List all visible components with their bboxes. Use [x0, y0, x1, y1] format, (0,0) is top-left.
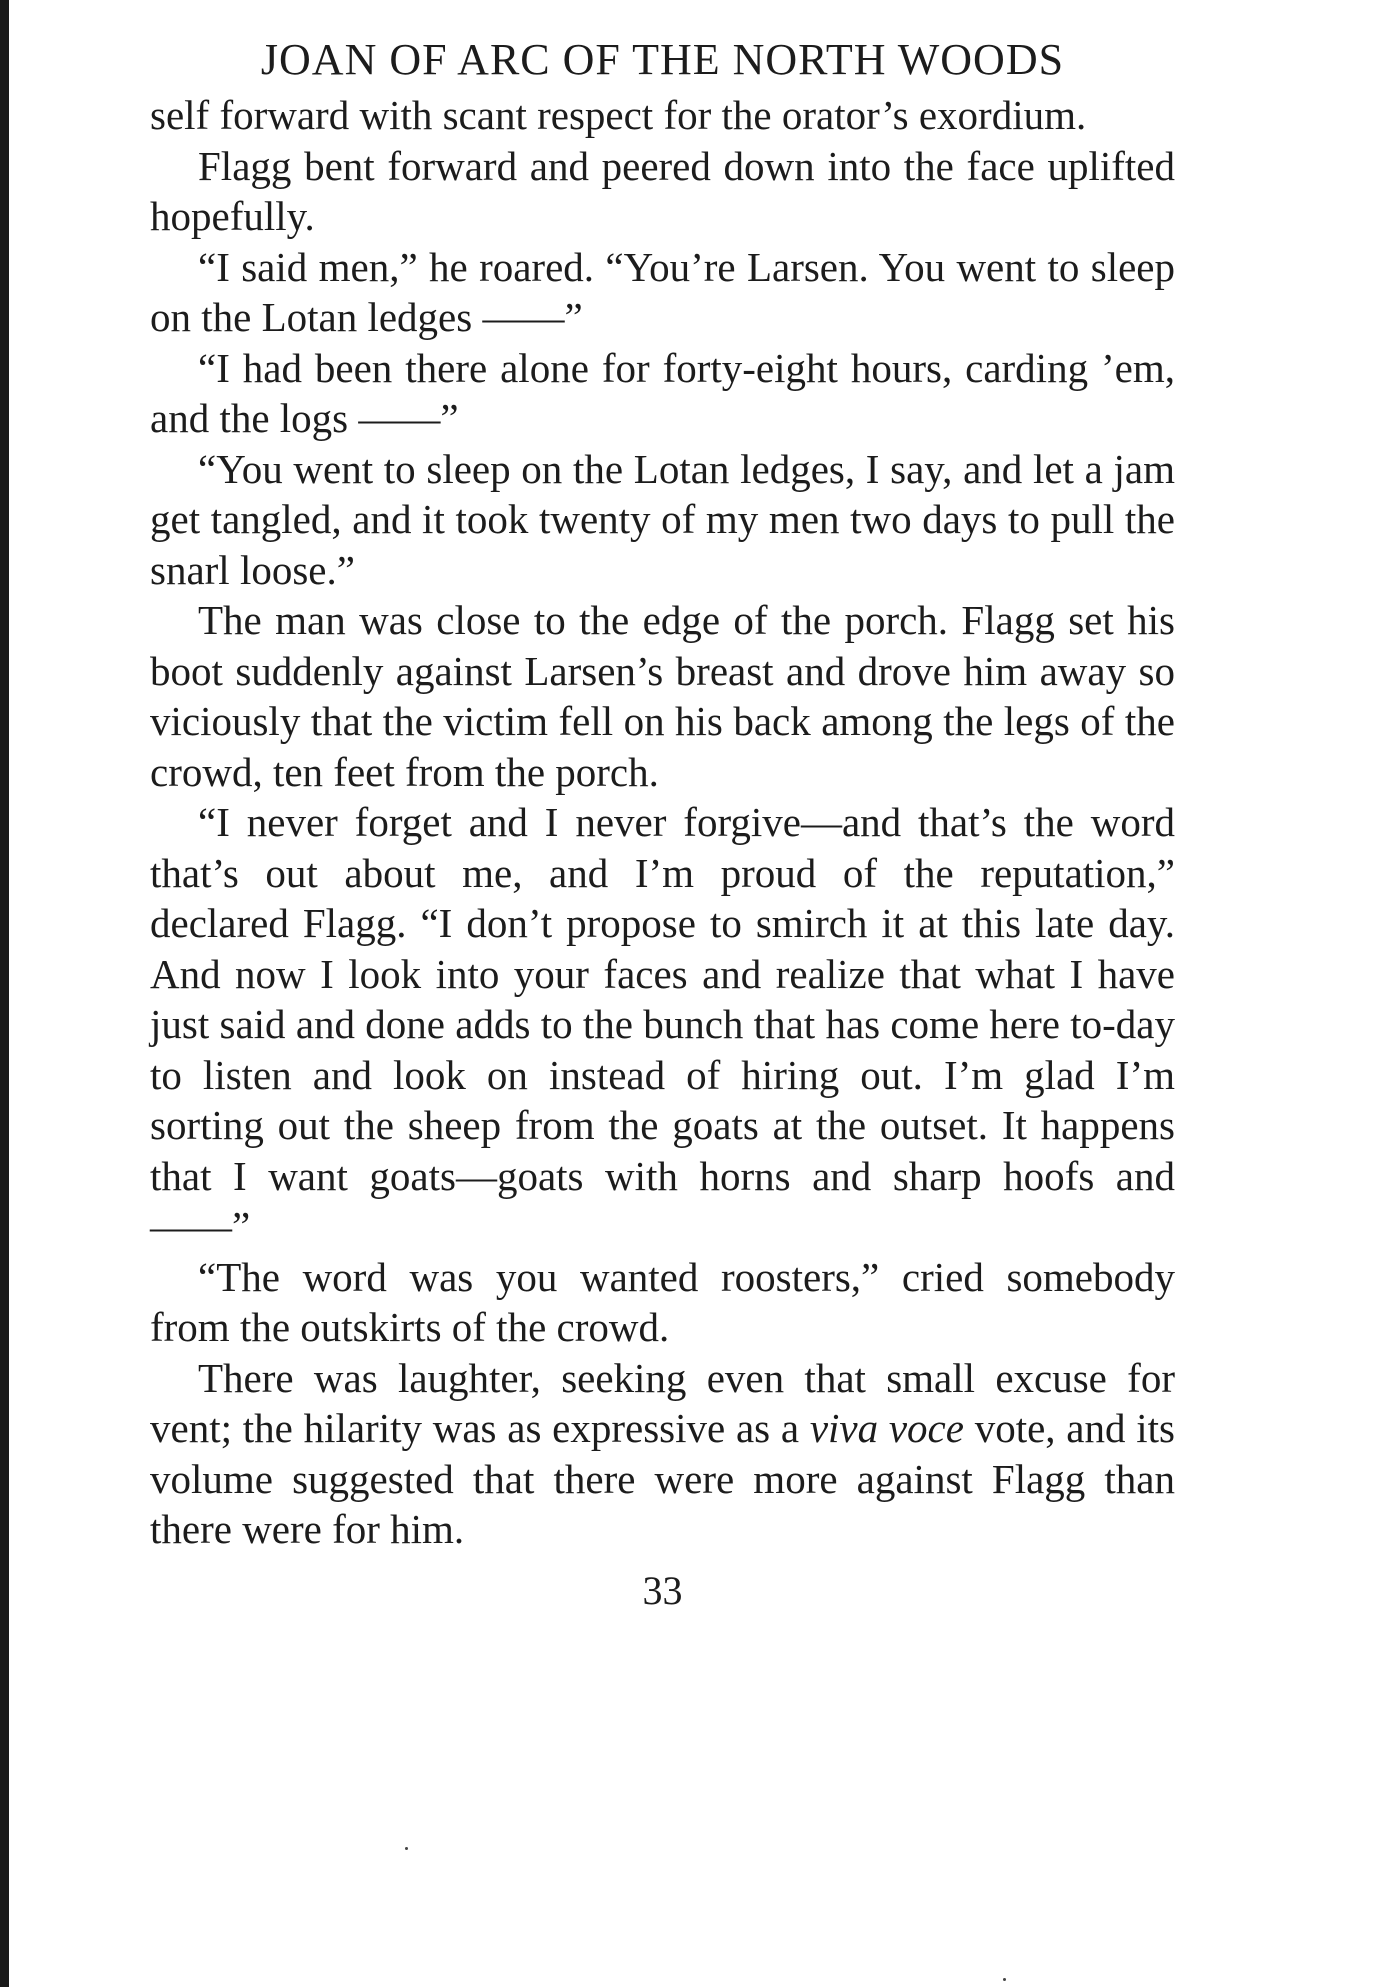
paper-speck: [1003, 1978, 1006, 1981]
page-number: 33: [642, 1567, 683, 1613]
binding-edge: [0, 0, 9, 1987]
paragraph-text: vote, and its volume suggested that there were more against Flagg than there were for him.: [150, 1405, 1175, 1552]
body-text: [150, 90, 1175, 1555]
paragraph: “I had been there alone for forty-eight hours, carding ’em, and the logs ——”: [150, 344, 1175, 441]
paragraph: The man was close to the edge of the porch. Flagg set his boot suddenly against Larsen’s breast and drove him away so viciously that the victim fell on his back among the legs of the crowd, ten feet from the porch.: [150, 597, 1175, 795]
paper-speck: [405, 1847, 408, 1850]
paragraph: self forward with scant respect for the orator’s exordium.: [150, 92, 1087, 138]
paragraph: “The word was you wanted roosters,” cried somebody from the outskirts of the crowd.: [150, 1253, 1175, 1350]
paragraph: [150, 1353, 1175, 1555]
paragraph: Flagg bent forward and peered down into the face uplifted hopefully.: [150, 142, 1175, 239]
book-page: [150, 20, 1175, 1621]
paragraph-text: There was laughter, seeking even that small excuse for vent; the hilarity was as expressive as a: [150, 1354, 1175, 1451]
italic-phrase: viva voce: [809, 1405, 964, 1451]
paragraph: “I said men,” he roared. “You’re Larsen. You went to sleep on the Lotan ledges ——”: [150, 243, 1175, 340]
paragraph: “You went to sleep on the Lotan ledges, I say, and let a jam get tangled, and it took twenty of my men two days to pull the snarl loose.”: [150, 445, 1175, 593]
paragraph: “I never forget and I never forgive—and that’s the word that’s out about me, and I’m proud of the reputation,” declared Flagg. “I don’t propose to smirch it at this late day. And now I look into your faces and realize that what I have just said and done adds to the bunch that has come here to-day to listen and look on instead of hiring out. I’m glad I’m sorting out the sheep from the goats at the outset. It happens that I want goats—goats with horns and sharp hoofs and ——”: [150, 799, 1175, 1249]
running-head: JOAN OF ARC OF THE NORTH WOODS: [260, 35, 1065, 84]
